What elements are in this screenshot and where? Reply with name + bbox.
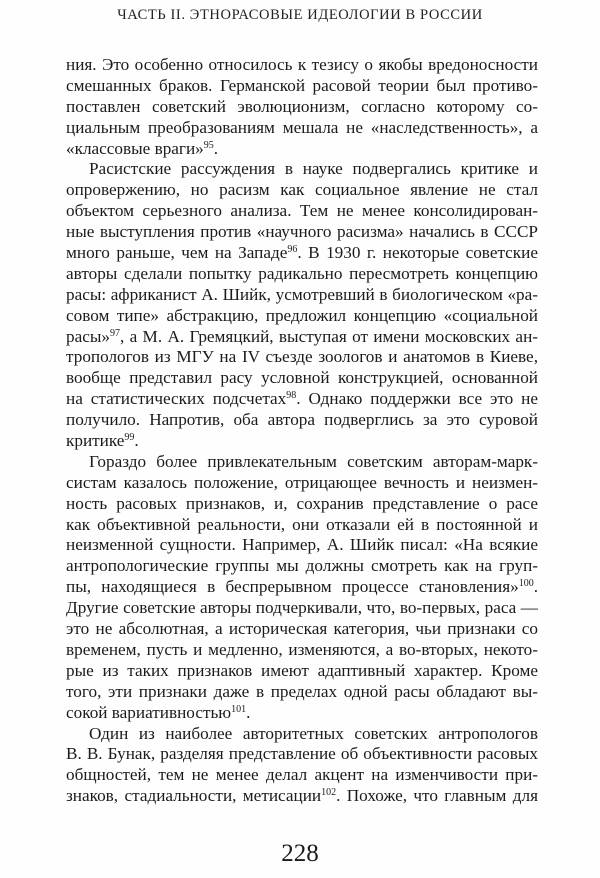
page-number: 228: [281, 840, 319, 867]
text-line: поставлен советский эволюционизм, согласно которому со-: [66, 96, 538, 116]
text-line: В. В. Бунак, разделяя представление об объективности расовых: [66, 744, 538, 764]
footnote-ref[interactable]: 98: [286, 390, 297, 402]
footnote-ref[interactable]: 99: [124, 432, 135, 444]
running-header: ЧАСТЬ II. ЭТНОРАСОВЫЕ ИДЕОЛОГИИ В РОССИИ: [117, 7, 483, 23]
text-line: объектом серьезного анализа. Тем не менее консолидирован-: [66, 201, 538, 221]
text-line: опровержению, но расизм как социальное явление не стал: [66, 180, 538, 200]
text-line: ные выступления против «научного расизма» начались в СССР: [66, 222, 538, 242]
text-line: циальным преобразованиям мешала не «наследственность», а: [66, 117, 538, 137]
body-text: [66, 55, 538, 807]
text-line: критике$^{99}$.: [66, 431, 139, 451]
text-line: тропологов из МГУ на IV съезде зоологов и анатомов в Киеве,: [66, 347, 538, 367]
text-line: временем, пусть и медленно, изменяются, а во-вторых, некото-: [66, 639, 538, 659]
text-line: пы, находящиеся в беспрерывном процессе становления»$^{100}$.: [66, 577, 538, 597]
text-line: авторы сделали попытку радикально пересмотреть концепцию: [66, 263, 538, 283]
footnote-ref[interactable]: 102: [321, 787, 337, 799]
text-line: систам казалось положение, отрицающее вечность и неизмен-: [66, 472, 538, 492]
text-line: сокой вариативностью$^{101}$.: [66, 702, 251, 722]
text-line: как объективной реальности, они отказали ей в постоянной и: [66, 514, 538, 534]
text-line: Один из наиболее авторитетных советских антропологов: [89, 723, 538, 743]
text-line: того, эти признаки даже в пределах одной расы обладают вы-: [66, 681, 538, 701]
text-line: ния. Это особенно относилось к тезису о якобы вредоносности: [66, 55, 538, 74]
text-line: общностей, тем не менее делал акцент на изменчивости при-: [66, 765, 538, 785]
text-line: знаков, стадиальности, метисации$^{102}$. Похоже, что главным для: [66, 786, 538, 806]
text-line: неизменной сущности. Например, А. Шийк писал: «На всякие: [66, 535, 538, 555]
footnote-ref[interactable]: 100: [518, 578, 534, 590]
footnote-ref[interactable]: 97: [110, 327, 120, 339]
text-line: это не абсолютная, а историческая категория, чьи признаки со: [66, 619, 538, 639]
text-line: расы: африканист А. Шийк, усмотревший в биологическом «ра-: [66, 284, 538, 304]
text-line: Другие советские авторы подчеркивали, что, во-первых, раса —: [66, 598, 538, 618]
text-line: Гораздо более привлекательным советским авторам-марк-: [89, 451, 538, 471]
text-line: совом типе» абстракцию, предложил концепцию «социальной: [66, 305, 538, 325]
text-line: получило. Напротив, оба автора подверглись за это суровой: [66, 410, 538, 430]
footnote-ref[interactable]: 95: [203, 139, 214, 151]
footnote-ref[interactable]: 96: [287, 244, 298, 256]
text-line: на статистических подсчетах$^{98}$. Однако поддержки все это не: [66, 389, 538, 409]
text-line: смешанных браков. Германской расовой теории был противо-: [66, 75, 538, 95]
text-line: вообще представил расу условной конструкцией, основанной: [66, 368, 538, 388]
text-line: антропологические группы мы должны смотреть как на груп-: [66, 556, 538, 576]
text-line: расы»$^{97}$, а М. А. Гремяцкий, выступая от имени московских ан-: [66, 326, 538, 346]
text-line: много раньше, чем на Западе$^{96}$. В 1930 г. некоторые советские: [66, 243, 538, 263]
text-line: ность расовых признаков, и, сохранив представление о расе: [66, 493, 538, 513]
footnote-ref[interactable]: 101: [231, 703, 247, 715]
text-line: рые из таких признаков имеют адаптивный характер. Кроме: [66, 660, 538, 680]
text-line: Расистские рассуждения в науке подвергались критике и: [89, 159, 538, 179]
text-line: «классовые враги»$^{95}$.: [66, 138, 219, 158]
